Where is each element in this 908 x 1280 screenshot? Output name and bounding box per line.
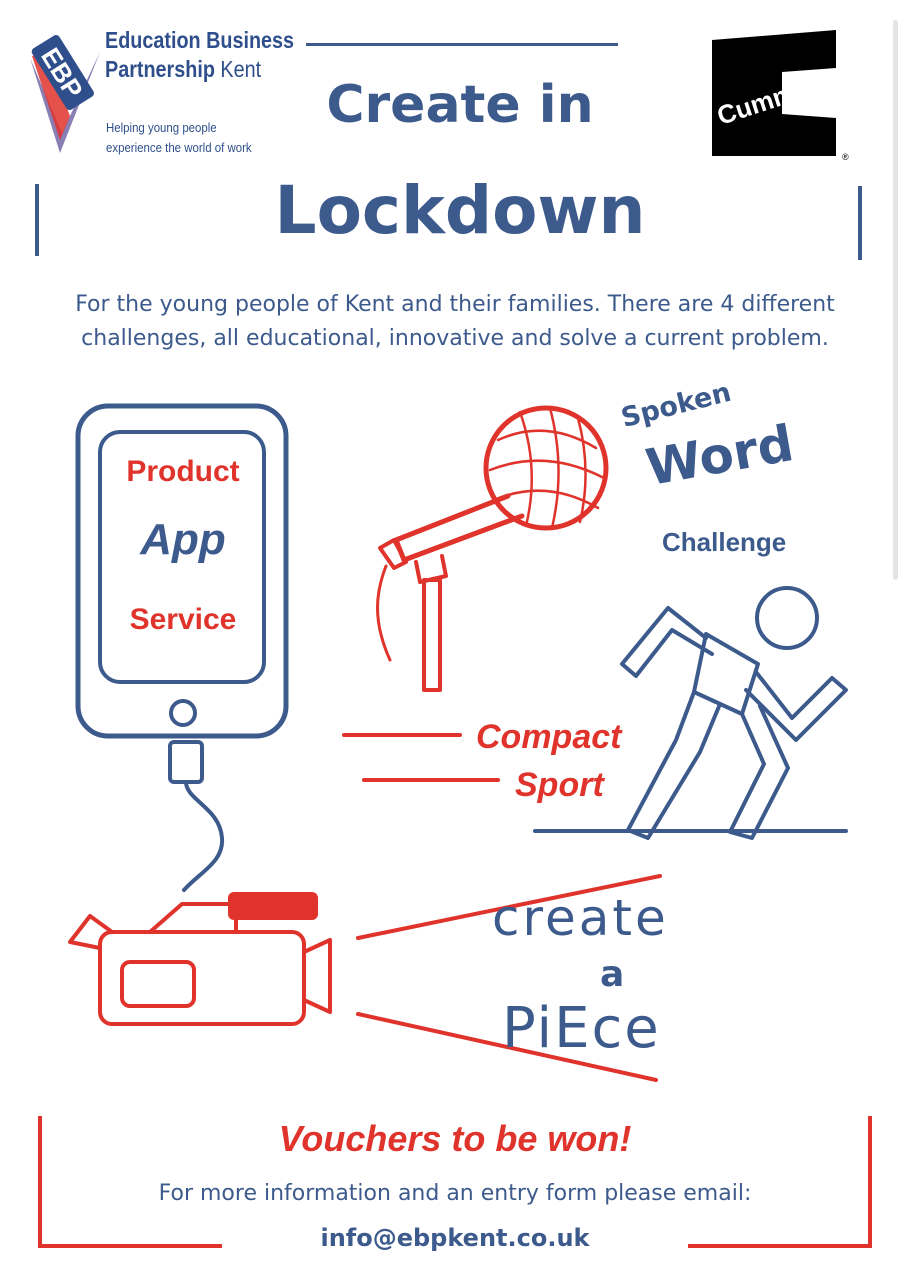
title-line2: Lockdown — [274, 172, 646, 249]
mic-stand — [424, 580, 440, 690]
registered-mark: ® — [842, 152, 849, 162]
create-label: create — [492, 889, 669, 947]
word-label: Word — [641, 414, 798, 498]
runner-head — [757, 588, 817, 648]
tagline-line1: Helping young people — [106, 120, 217, 135]
phone-cable — [184, 782, 222, 890]
org-name-kent: Kent — [220, 56, 262, 82]
challenge-label: Challenge — [662, 527, 787, 557]
mic-handle — [396, 496, 522, 560]
ebp-badge-text: EBP — [35, 42, 89, 104]
ebp-logo — [22, 28, 102, 158]
a-label: a — [600, 954, 625, 995]
camera-illustration — [70, 894, 330, 1024]
mic-cable — [378, 566, 391, 660]
org-name-line1: Education Business — [105, 27, 295, 53]
camera-body — [100, 932, 304, 1024]
cummins-wordmark: Cummins — [713, 65, 836, 131]
cummins-logo — [704, 30, 854, 165]
spoken-label: Spoken — [618, 376, 735, 435]
intro-text: For the young people of Kent and their families. There are 4 different challenges, all educational, innovative and solve a current problem. — [75, 292, 835, 351]
mic-end — [380, 540, 406, 568]
app-label: App — [140, 515, 226, 564]
product-label: Product — [126, 455, 240, 488]
camera-handle — [150, 904, 236, 932]
info-text: For more information and an entry form please email: — [158, 1181, 752, 1206]
runner-back-leg — [628, 692, 720, 838]
runner-illustration — [622, 588, 846, 838]
title-left-rule — [35, 184, 39, 256]
mic-head — [486, 408, 606, 528]
tagline-line2: experience the world of work — [106, 140, 252, 155]
prize-heading: Vouchers to be won! — [278, 1118, 632, 1159]
phone-home-button — [171, 701, 195, 725]
camera-top-bar — [230, 894, 316, 918]
title-top-rule — [306, 43, 618, 46]
compact-label: Compact — [476, 718, 622, 756]
runner-torso — [694, 634, 758, 714]
org-tagline — [106, 118, 252, 158]
title-line1: Create in — [326, 75, 594, 135]
title-right-rule — [858, 186, 862, 260]
piece-label: PiEce — [502, 996, 661, 1061]
camera-lens — [304, 940, 330, 1012]
microphone-illustration — [378, 408, 607, 690]
sport-label: Sport — [515, 766, 604, 804]
service-label: Service — [129, 603, 237, 636]
org-name-partnership: Partnership — [105, 56, 215, 82]
phone-plug — [170, 742, 202, 782]
contact-email-link[interactable]: info@ebpkent.co.uk — [320, 1224, 590, 1252]
camera-screen — [122, 962, 194, 1006]
